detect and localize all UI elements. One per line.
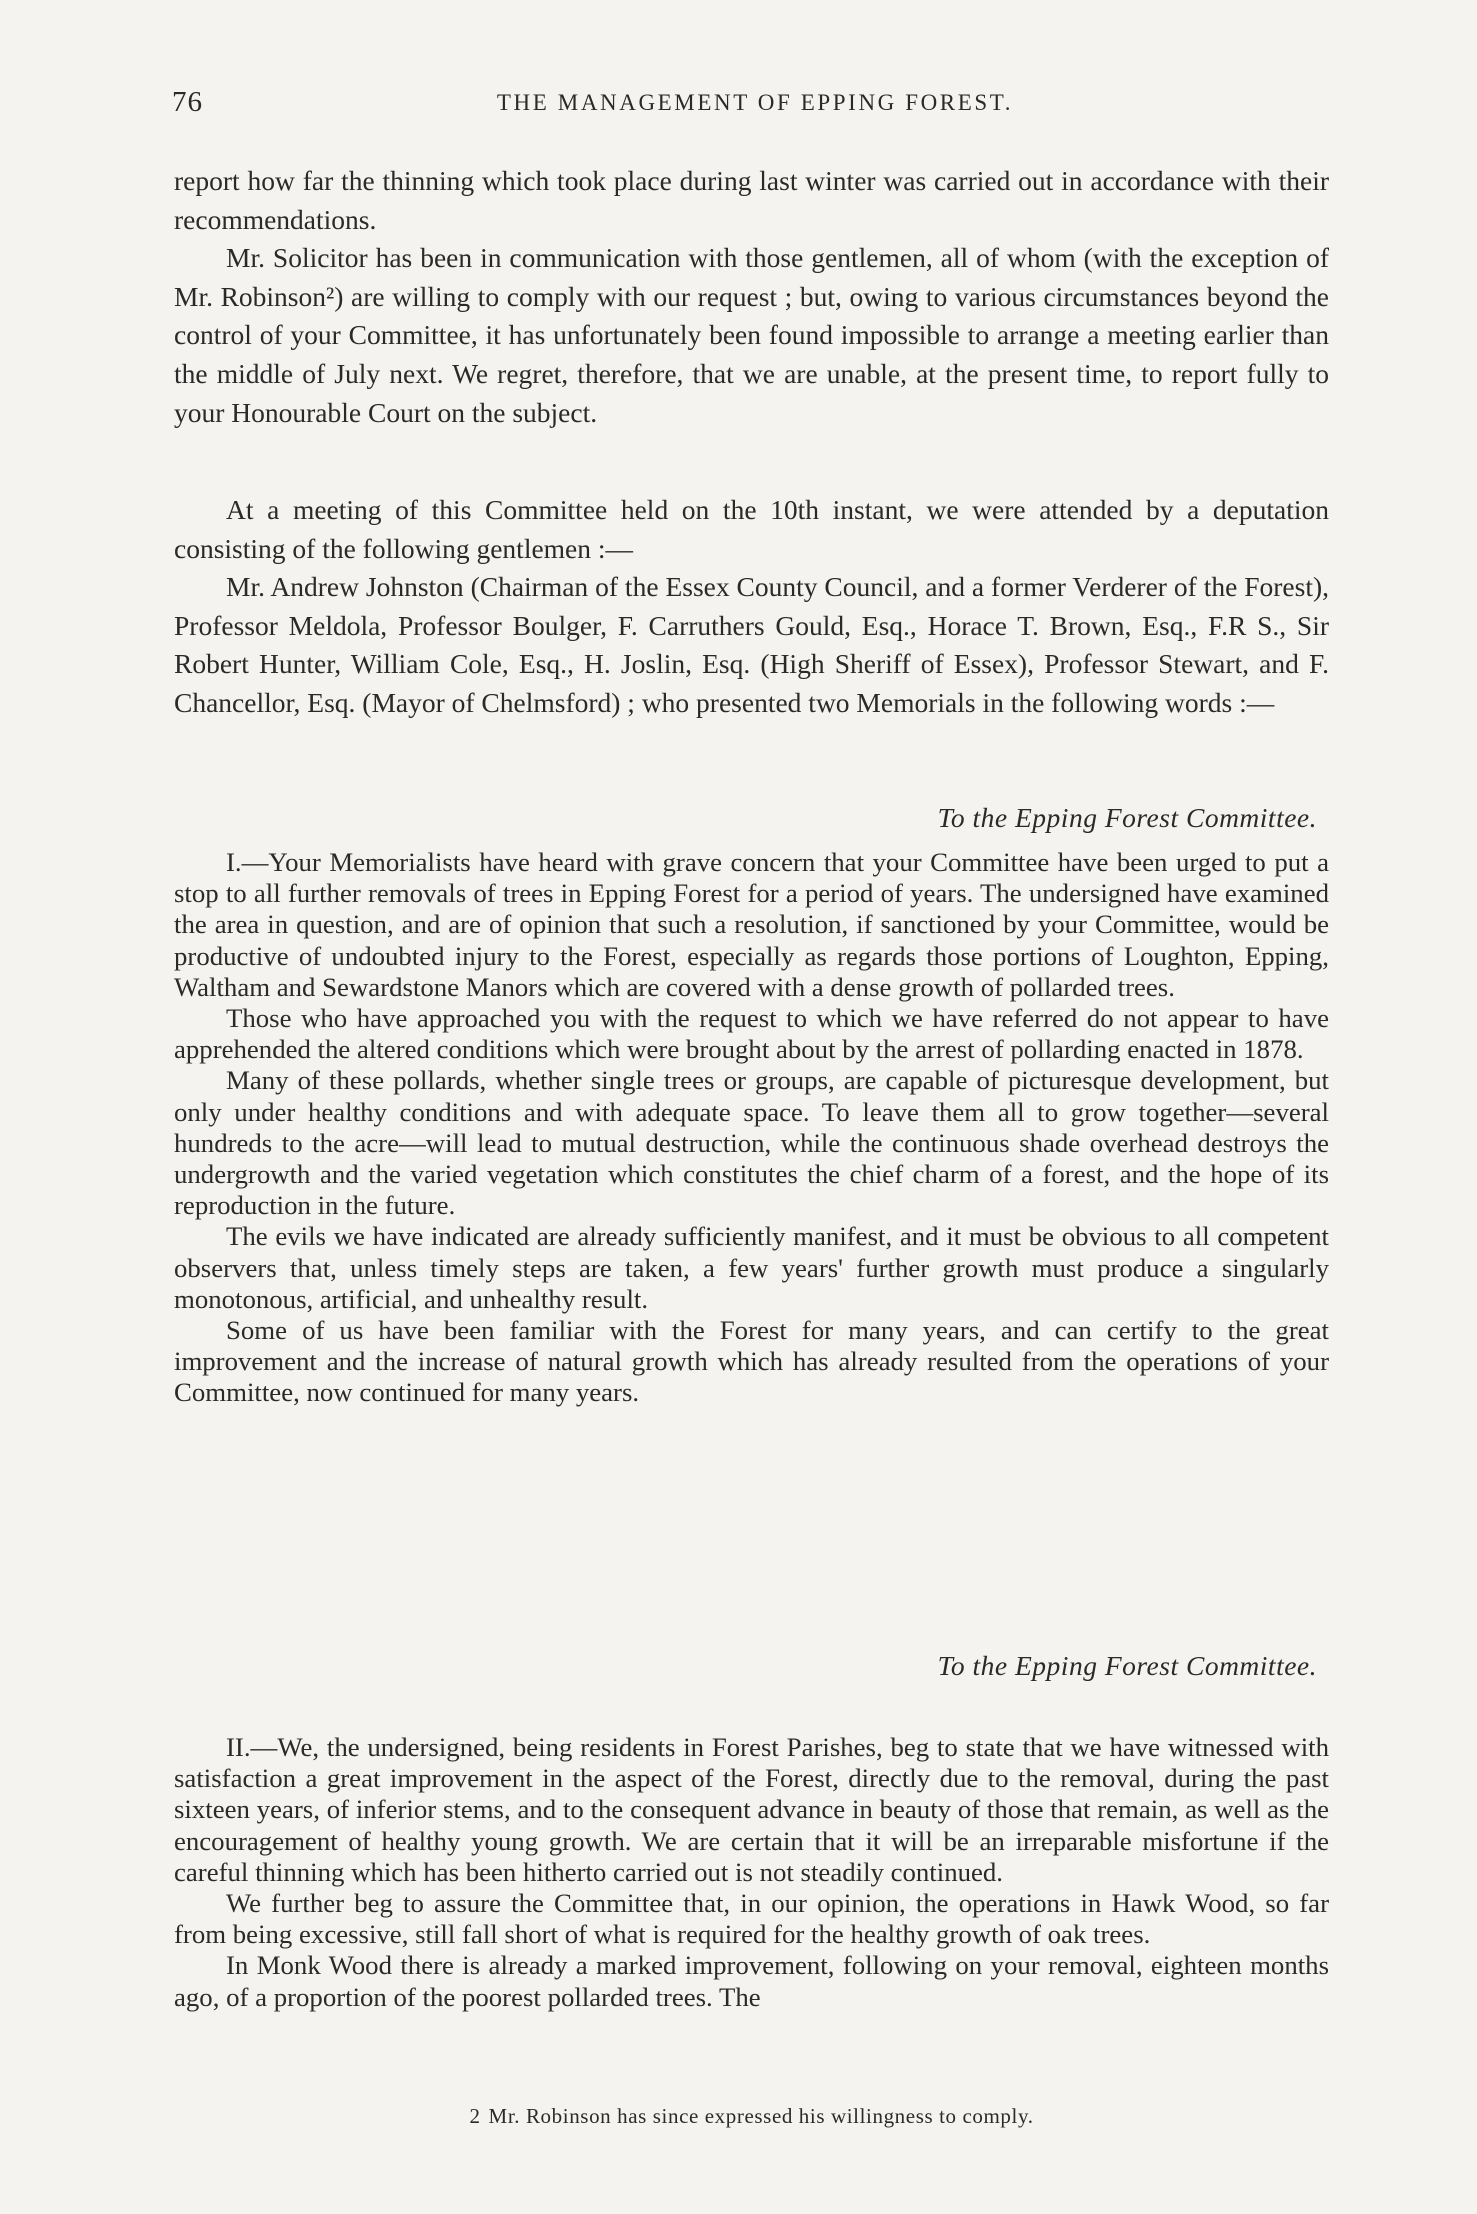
intro-top-block: [174, 162, 1329, 432]
memorial-1-addressee: To the Epping Forest Committee.: [937, 802, 1317, 833]
paragraph-deputation-list: Mr. Andrew Johnston (Chairman of the Essex County Council, and a former Verderer of the Forest), Professor Meldola, Professor Boulger, F. Carruthers Gould, Esq., Horace T. Brown, Esq., F.R S., Sir Robert Hunter, William Cole, Esq., H. Joslin, Esq. (High Sheriff of Essex), Professor Stewart, and F. Chancellor, Esq. (Mayor of Chelmsford) ; who presented two Memorials in the following words :—: [174, 571, 1329, 718]
memorial-2-paragraph: We further beg to assure the Committee that, in our opinion, the operations in Hawk Wood, so far from being excessive, still fall short of what is required for the healthy growth of oak trees.: [174, 1888, 1329, 1950]
memorial-1: [174, 847, 1329, 1409]
running-head: [170, 86, 1340, 126]
memorial-2-paragraph: II.—We, the undersigned, being residents in Forest Parishes, beg to state that we have witnessed with satisfaction a great improvement in the aspect of the Forest, directly due to the removal, during the past sixteen years, of inferior stems, and to the consequent advance in beauty of those that remain, as well as the encouragement of healthy young growth. We are certain that it will be an irreparable misfortune if the careful thinning which has been hitherto carried out is not steadily continued.: [174, 1732, 1329, 1887]
running-title: THE MANAGEMENT OF EPPING FOREST.: [496, 90, 1014, 115]
memorial-1-paragraph: Those who have approached you with the request to which we have referred do not appear to have apprehended the altered conditions which were brought about by the arrest of pollarding enacted in 1878.: [174, 1003, 1329, 1065]
paragraph-continuation: report how far the thinning which took place during last winter was carried out in accordance with their recommendations.: [174, 165, 1329, 235]
memorial-2-heading: [174, 1650, 1329, 1684]
intro-deputation-block: [174, 491, 1329, 723]
memorial-2-addressee: To the Epping Forest Committee.: [937, 1650, 1317, 1681]
footnote-number: 2: [469, 2104, 481, 2128]
memorial-1-heading: [174, 802, 1329, 836]
memorial-2: [174, 1732, 1329, 2013]
memorial-1-paragraph: The evils we have indicated are already sufficiently manifest, and it must be obvious to all competent observers that, unless timely steps are taken, a few years' further growth must produce a singularly monotonous, artificial, and unhealthy result.: [174, 1221, 1329, 1314]
memorial-1-paragraph: Many of these pollards, whether single trees or groups, are capable of picturesque development, but only under healthy conditions and with adequate space. To leave them all to grow together—several hundreds to the acre—will lead to mutual destruction, while the continuous shade overhead destroys the undergrowth and the varied vegetation which constitutes the chief charm of a forest, and the hope of its reproduction in the future.: [174, 1065, 1329, 1221]
footnote: [174, 2104, 1329, 2129]
footnote-text: Mr. Robinson has since expressed his willingness to comply.: [488, 2104, 1034, 2128]
paragraph-solicitor: Mr. Solicitor has been in communication with those gentlemen, all of whom (with the exception of Mr. Robinson²) are willing to comply with our request ; but, owing to various circumstances beyond the control of your Committee, it has unfortunately been found impossible to arrange a meeting earlier than the middle of July next. We regret, therefore, that we are unable, at the present time, to report fully to your Honourable Court on the subject.: [174, 242, 1329, 428]
page-number: 76: [172, 86, 203, 118]
memorial-2-paragraph: In Monk Wood there is already a marked improvement, following on your removal, eighteen months ago, of a proportion of the poorest pollarded trees. The: [174, 1950, 1329, 2012]
memorial-1-paragraph: I.—Your Memorialists have heard with grave concern that your Committee have been urged to put a stop to all further removals of trees in Epping Forest for a period of years. The undersigned have examined the area in question, and are of opinion that such a resolution, if sanctioned by your Committee, would be productive of undoubted injury to the Forest, especially as regards those portions of Loughton, Epping, Waltham and Sewardstone Manors which are covered with a dense growth of pollarded trees.: [174, 847, 1329, 1002]
paragraph-meeting: At a meeting of this Committee held on the 10th instant, we were attended by a deputation consisting of the following gentlemen :—: [174, 494, 1329, 564]
memorial-1-paragraph: Some of us have been familiar with the Forest for many years, and can certify to the great improvement and the increase of natural growth which has already resulted from the operations of your Committee, now continued for many years.: [174, 1315, 1329, 1408]
